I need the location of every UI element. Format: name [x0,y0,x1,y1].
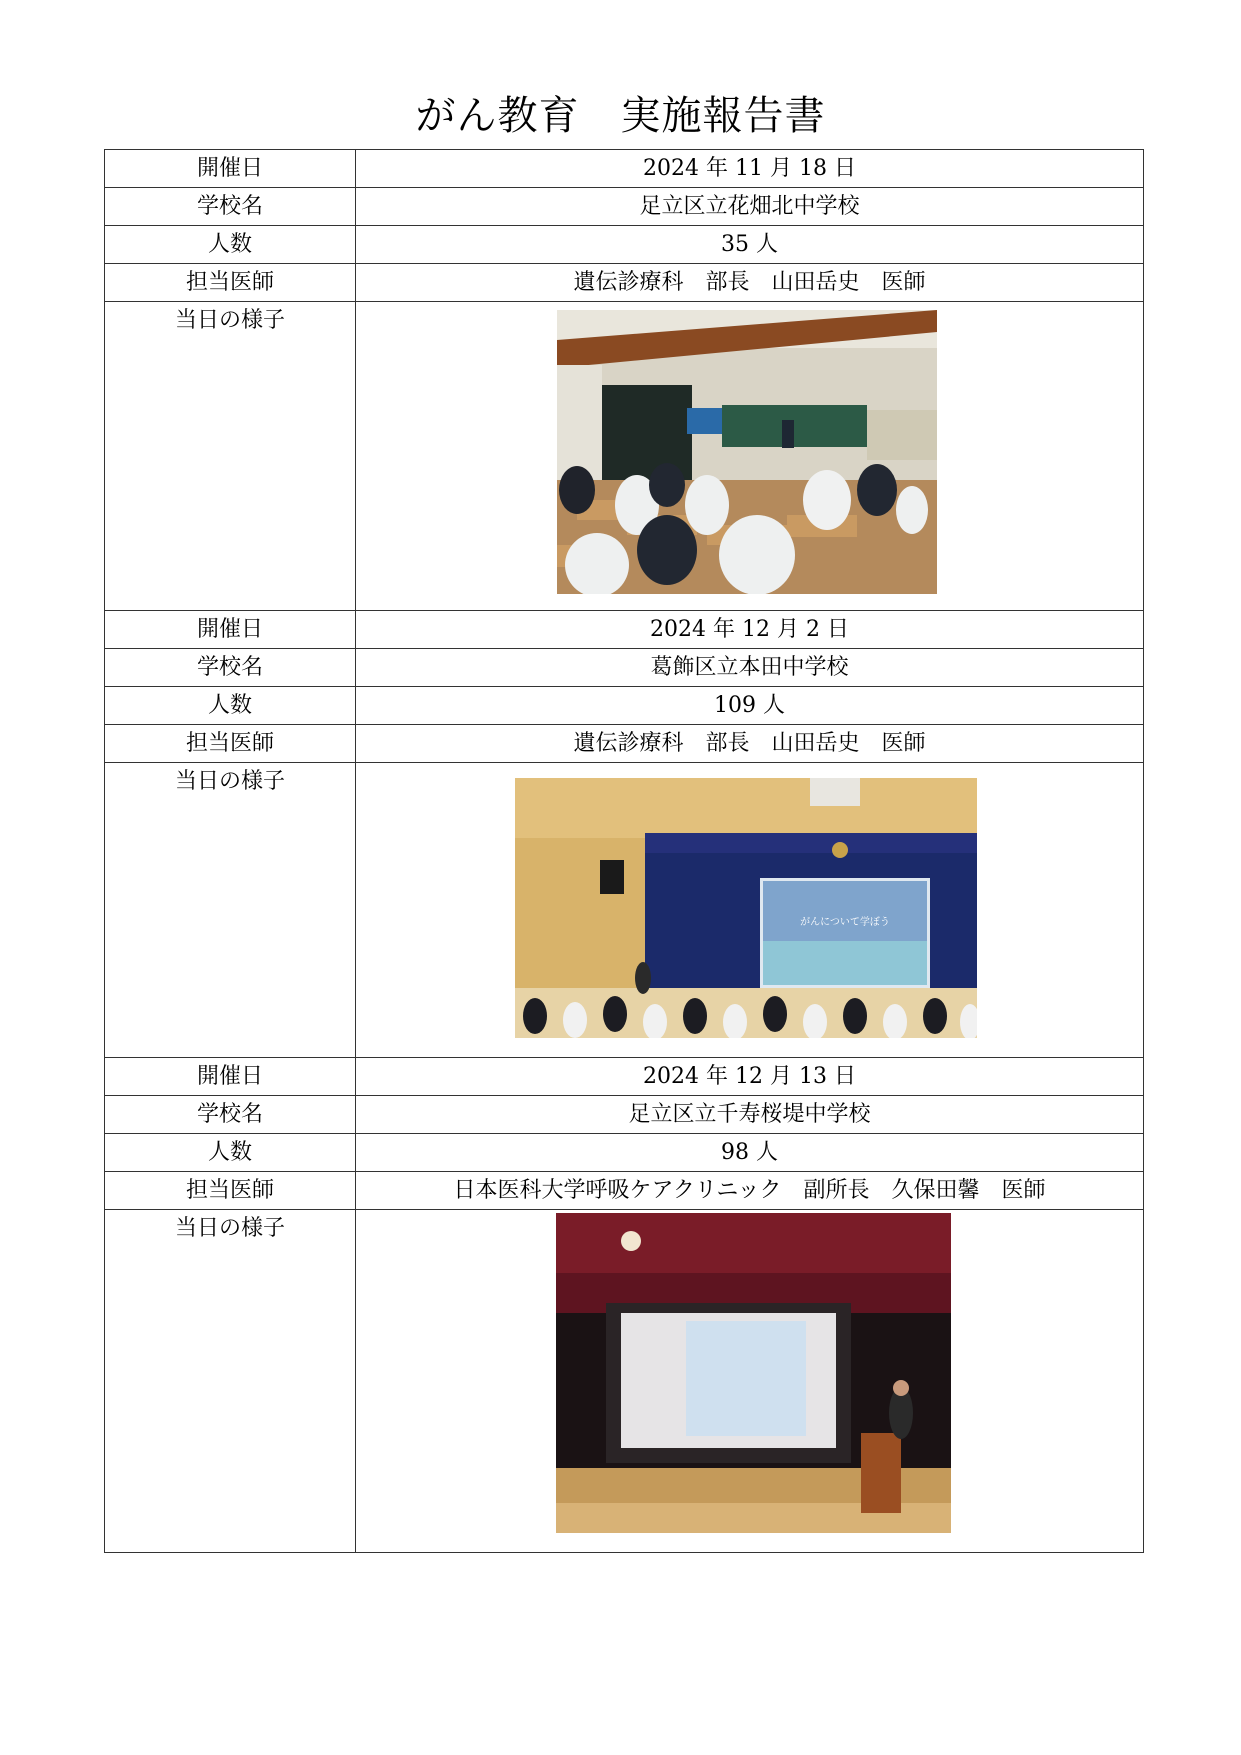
scene-photo-cell [356,763,1144,1058]
auditorium-photo [556,1213,951,1533]
doctor-label: 担当医師 [105,1172,356,1210]
doctor-label: 担当医師 [105,725,356,763]
school-value: 足立区立千寿桜堤中学校 [356,1096,1144,1134]
count-value: 35 人 [356,226,1144,264]
date-label: 開催日 [105,1058,356,1096]
school-value: 足立区立花畑北中学校 [356,188,1144,226]
doctor-label: 担当医師 [105,264,356,302]
table-row [105,611,1144,649]
table-row [105,1134,1144,1172]
table-row [105,188,1144,226]
school-label: 学校名 [105,649,356,687]
school-label: 学校名 [105,188,356,226]
doctor-value: 遺伝診療科 部長 山田岳史 医師 [356,725,1144,763]
table-row [105,226,1144,264]
scene-label: 当日の様子 [105,763,356,1058]
date-value: 2024 年 11 月 18 日 [356,150,1144,188]
count-value: 98 人 [356,1134,1144,1172]
date-label: 開催日 [105,611,356,649]
table-row [105,264,1144,302]
table-row [105,725,1144,763]
count-value: 109 人 [356,687,1144,725]
table-row [105,1096,1144,1134]
table-row [105,1210,1144,1553]
scene-photo-cell [356,302,1144,611]
doctor-value: 日本医科大学呼吸ケアクリニック 副所長 久保田馨 医師 [356,1172,1144,1210]
table-row [105,302,1144,611]
scene-label: 当日の様子 [105,1210,356,1553]
report-table [104,149,1144,1553]
table-row [105,150,1144,188]
slide-title-text: がんについて学ぼう [800,917,890,928]
table-row [105,1058,1144,1096]
table-row [105,1172,1144,1210]
table-row [105,649,1144,687]
classroom-photo [557,310,937,594]
date-value: 2024 年 12 月 13 日 [356,1058,1144,1096]
count-label: 人数 [105,1134,356,1172]
doctor-value: 遺伝診療科 部長 山田岳史 医師 [356,264,1144,302]
school-label: 学校名 [105,1096,356,1134]
table-row [105,763,1144,1058]
count-label: 人数 [105,226,356,264]
date-value: 2024 年 12 月 2 日 [356,611,1144,649]
scene-photo-cell [356,1210,1144,1553]
scene-label: 当日の様子 [105,302,356,611]
count-label: 人数 [105,687,356,725]
table-row [105,687,1144,725]
school-value: 葛飾区立本田中学校 [356,649,1144,687]
page-title: がん教育 実施報告書 [415,93,826,139]
date-label: 開催日 [105,150,356,188]
gym-stage-photo [515,778,977,1038]
